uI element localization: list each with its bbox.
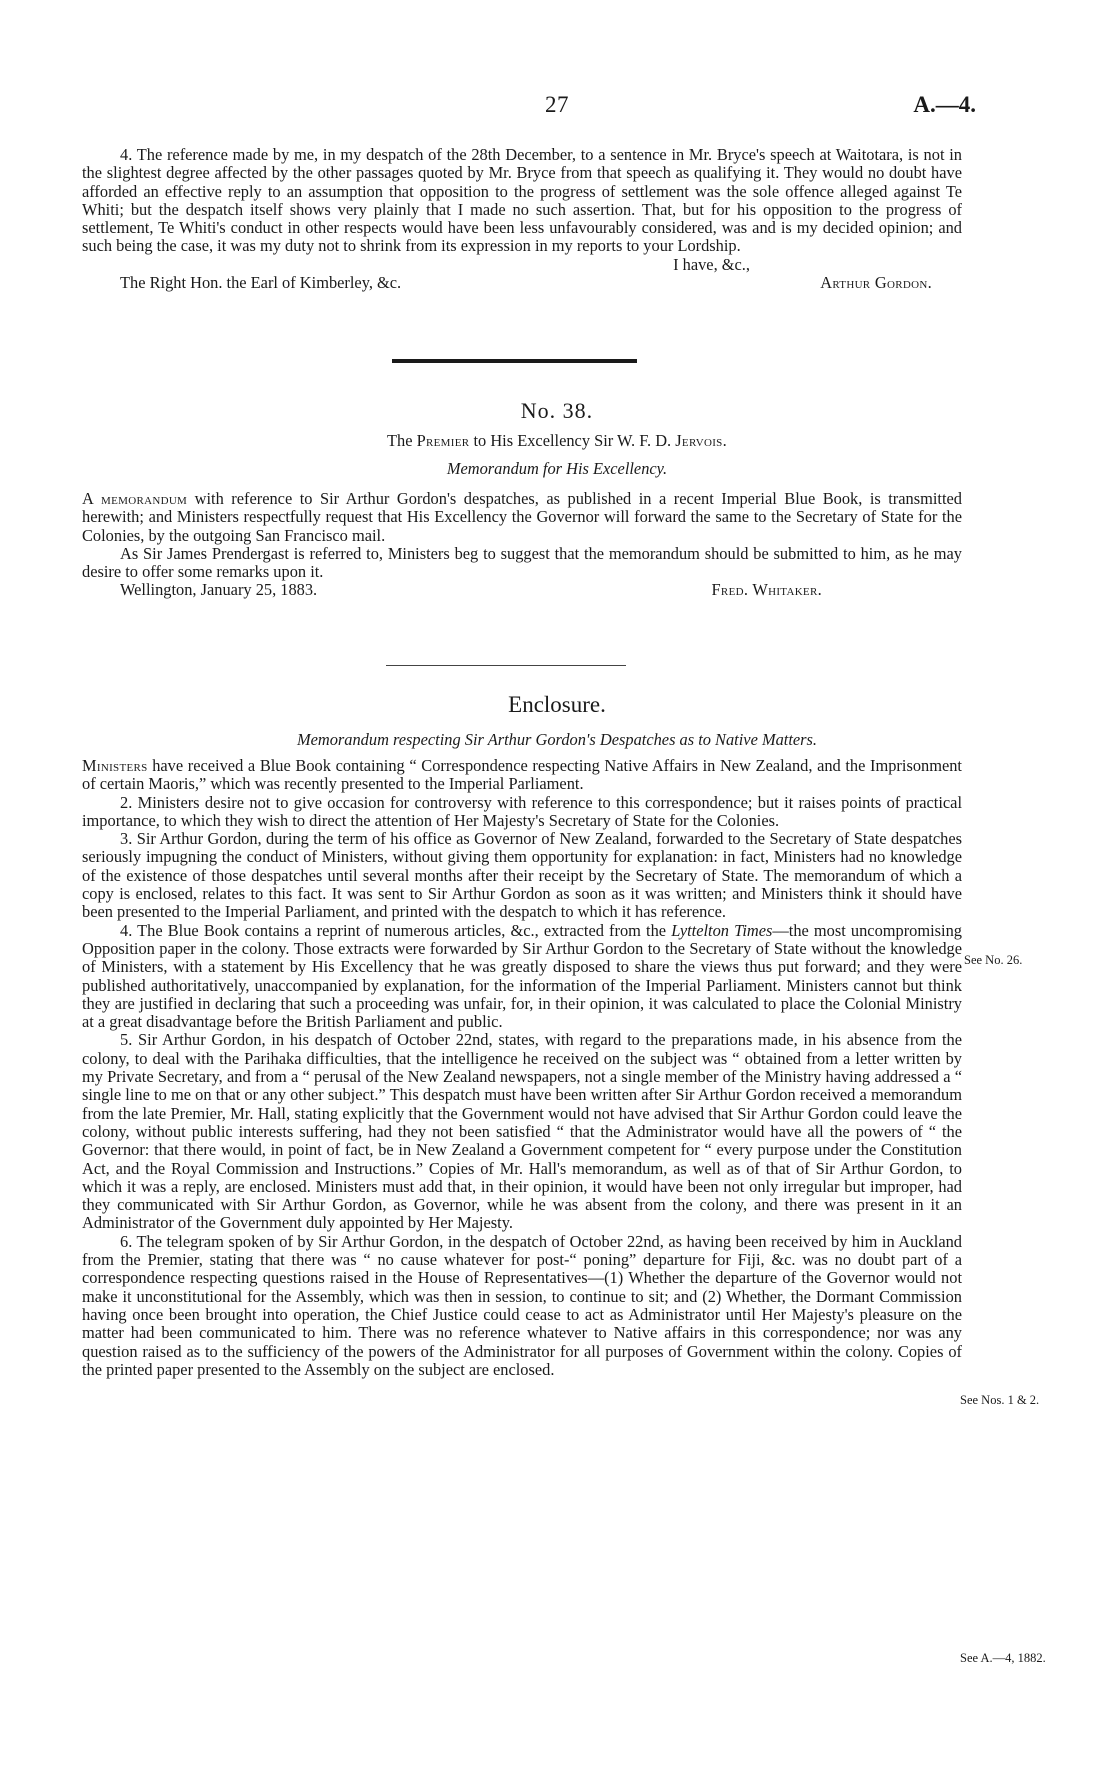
enclosure-paragraph-3: 3. Sir Arthur Gordon, during the term of his office as Governor of New Zealand, forwarded to the Secretary of State despatches seriously impugning the conduct of Ministers, without giving them opportunity for explanation: in fact, Ministers had no knowledge of the existence of those despatches until several months after their receipt by the Secretary of State. The memorandum of which a copy is enclosed, relates to this fact. It was sent to Sir Arthur Gordon as soon as it was written; and Ministers think it should have been presented to the Imperial Parliament, and printed with the despatch to which it has reference. xyxy=(82,829,962,922)
margin-note-nos-1-2: See Nos. 1 & 2. xyxy=(960,1393,1040,1407)
addressee: The Right Hon. the Earl of Kimberley, &c. xyxy=(120,273,402,293)
no38-body-text: with reference to Sir Arthur Gordon's despatches, as published in a recent Imperial Blue Book, is transmitted herewith; and Ministers respectfully request that His Excellency the Governor will forward the same to the Secretary of State for the Colonies, by the outgoing San Francisco mail. xyxy=(82,489,962,545)
to-prefix: to His Excellency Sir W. F. D. xyxy=(473,431,672,450)
enclosure-p4-b: —the most uncompromising Opposition paper in the colony. Those extracts were forwarded by Sir Arthur Gordon to the Secretary of State without the knowledge of Ministers, with a statement by His Excellency that he was greatly disposed to share the views thus put forward; and they were published authoritatively, unaccompanied by explanation, for the information of the Imperial Parliament. Ministers cannot but think they are justified in declaring that such a proceeding was unfair, for, in their opinion, it was calculated to place the Colonial Ministry at a great disadvantage before the British Parliament and public. xyxy=(82,920,963,1032)
document-code: A.—4. xyxy=(913,92,976,117)
memorandum-lead: A memorandum xyxy=(82,489,188,508)
enclosure-paragraph-4 xyxy=(82,922,962,1032)
enclosure-subtitle: Memorandum respecting Sir Arthur Gordon's Despatches as to Native Matters. xyxy=(296,730,818,749)
closing-row xyxy=(82,256,962,274)
no38-paragraph-1 xyxy=(82,490,962,545)
section-title-no38: No. 38. xyxy=(520,398,594,423)
signature-whitaker: Fred. Whitaker. xyxy=(711,580,822,600)
memorandum-subtitle: Memorandum for His Excellency. xyxy=(446,459,668,478)
enclosure-body xyxy=(82,757,962,1379)
no38-paragraph-2: As Sir James Prendergast is referred to, Ministers beg to suggest that the memorandum should be submitted to him, as he may desire to offer some remarks upon it. xyxy=(82,543,962,582)
signature-gordon: Arthur Gordon. xyxy=(820,273,932,293)
margin-note-no26: See No. 26. xyxy=(964,953,1023,967)
from-prefix: The xyxy=(387,431,413,450)
margin-note-a4-1882: See A.—4, 1882. xyxy=(960,1651,1046,1665)
enclosure-paragraph-2: 2. Ministers desire not to give occasion for controversy with reference to this correspondence; but it raises points of practical importance, to which they wish to direct the attention of Her Majesty's Secretary of State for the Colonies. xyxy=(82,792,962,830)
place-date-row xyxy=(82,581,962,599)
no38-body xyxy=(82,490,962,600)
enclosure-p1-text: have received a Blue Book containing “ Correspondence respecting Native Affairs in New Zealand, and the Imprisonment of certain Maoris,” which was recently presented to the Imperial Parliament. xyxy=(82,756,962,794)
enclosure-paragraph-6: 6. The telegram spoken of by Sir Arthur Gordon, in the despatch of October 22nd, as having been received by him in Auckland from the Premier, stating that there was “ no cause whatever for post-“ poning” departure for Fiji, &c. was no doubt part of a correspondence respecting questions raised in the House of Representatives—(1) Whether the departure of the Governor would not make it unconstitutional for the Assembly, which was then in session, to continue to sit; and (2) Whether, the Dormant Commission having once been brought into operation, the Chief Justice could cease to act as Administrator until Her Majesty's pleasure on the matter had been communicated to him. There was no reference whatever to Native affairs in this correspondence; nor was any question raised as to the sufficiency of the powers of the Administrator for all purposes of Government within the colony. Copies of the printed paper presented to the Assembly on the subject are enclosed. xyxy=(82,1231,962,1379)
enclosure-p4-a: 4. The Blue Book contains a reprint of numerous articles, &c., extracted from the xyxy=(120,920,667,940)
enclosure-title: Enclosure. xyxy=(508,692,606,717)
enclosure-divider xyxy=(386,665,626,666)
enclosure-paragraph-5: 5. Sir Arthur Gordon, in his despatch of October 22nd, states, with regard to the preparations made, in his absence from the colony, to deal with the Parihaka difficulties, that the intelligence he received on the subject was “ obtained from a letter written by my Private Secretary, and from a “ perusal of the New Zealand newspapers, not a single member of the Ministry having addressed a “ single line to me on that or any other subject.” This despatch must have been written after Sir Arthur Gordon received a memorandum from the late Premier, Mr. Hall, stating explicitly that the Government would not have advised that Sir Arthur Gordon could leave the colony, without public interests suffering, had they not been satisfied “ that the Administrator would have all the powers of “ the Governor: that there would, in point of fact, be in New Zealand a Government competent for “ every purpose under the Constitution Act, and the Royal Commission and Instructions.” Copies of Mr. Hall's memorandum, as well as of that of Sir Arthur Gordon, to which it was a reply, are enclosed. Ministers must add that, in their opinion, it would have been not only irregular but improper, had they communicated with Sir Arthur Gordon, as Governor, while he was absent from the colony, and there was present in it an Administrator of the Government duly appointed by Her Majesty. xyxy=(82,1030,962,1233)
lyttelton-times: Lyttelton Times xyxy=(671,920,773,940)
page-number: 27 xyxy=(545,92,569,117)
enclosure-paragraph-1 xyxy=(82,757,962,794)
section-divider xyxy=(392,359,637,363)
ministers-lead: Ministers xyxy=(82,756,148,775)
letter-continuation xyxy=(82,146,962,292)
addressee-row xyxy=(82,274,962,292)
paragraph-4: 4. The reference made by me, in my despatch of the 28th December, to a sentence in Mr. Bryce's speech at Waitotara, is not in the slightest degree affected by the other passages quoted by Mr. Bryce from that speech as qualifying it. They would no doubt have afforded an effective reply to an assumption that opposition to the progress of settlement was the sole offence alleged against Te Whiti; but the despatch itself shows very plainly that I made no such assertion. That, but for his opposition to the progress of settlement, Te Whiti's conduct in other respects would have been less unfavourably considered, was and is my decided opinion; and such being the case, it was my duty not to shrink from its expression in my reports to your Lordship. xyxy=(82,145,962,256)
place-date: Wellington, January 25, 1883. xyxy=(120,580,318,600)
to-jervois: Jervois. xyxy=(675,431,727,450)
closing-formula: I have, &c., xyxy=(673,254,750,274)
from-to-line xyxy=(0,431,1114,451)
from-premier: Premier xyxy=(416,431,470,450)
